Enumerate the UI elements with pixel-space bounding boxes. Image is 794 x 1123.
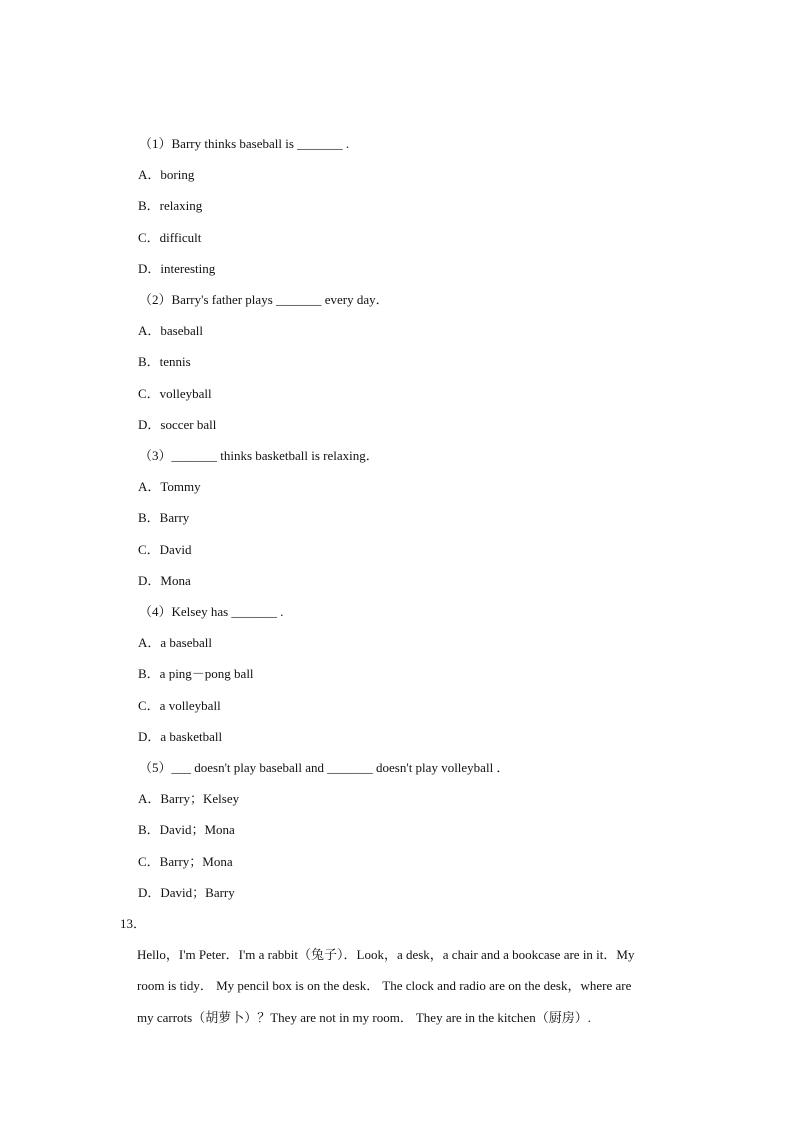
- question-5-option-a: A．Barry；Kelsey: [138, 791, 240, 806]
- question-3-option-a: A．Tommy: [138, 479, 201, 494]
- question-1-stem: （1）Barry thinks baseball is _______ .: [139, 136, 350, 151]
- question-2-stem: （2）Barry's father plays _______ every day．: [139, 292, 389, 307]
- question-5-stem: （5）___ doesn't play baseball and _______ doesn't play volleyball ．: [139, 760, 510, 775]
- question-4-option-b: B．a ping－pong ball: [138, 666, 254, 681]
- question-1-option-d: D．interesting: [138, 261, 216, 276]
- question-3-stem: （3）_______ thinks basketball is relaxing．: [139, 448, 379, 463]
- question-13-number: 13．: [120, 916, 147, 931]
- question-4-stem: （4）Kelsey has _______ .: [139, 604, 284, 619]
- question-5-option-b: B．David；Mona: [138, 822, 235, 837]
- question-1-option-c: C．difficult: [138, 230, 202, 245]
- passage-line-1: Hello，I'm Peter．I'm a rabbit（兔子）．Look，a desk，a chair and a bookcase are in it．My: [137, 947, 635, 962]
- passage-line-2: room is tidy． My pencil box is on the desk． The clock and radio are on the desk，where are: [137, 978, 632, 993]
- question-2-option-d: D．soccer ball: [138, 417, 217, 432]
- question-2-option-b: B．tennis: [138, 354, 191, 369]
- question-5-option-d: D．David；Barry: [138, 885, 235, 900]
- question-2-option-a: A．baseball: [138, 323, 203, 338]
- question-4-option-a: A．a baseball: [138, 635, 213, 650]
- question-2-option-c: C．volleyball: [138, 386, 212, 401]
- question-3-option-b: B．Barry: [138, 510, 190, 525]
- question-3-option-c: C．David: [138, 542, 192, 557]
- question-1-option-a: A．boring: [138, 167, 195, 182]
- passage-line-3: my carrots（胡萝卜）？They are not in my room． They are in the kitchen（厨房）.: [137, 1010, 591, 1025]
- question-4-option-c: C．a volleyball: [138, 698, 221, 713]
- question-3-option-d: D．Mona: [138, 573, 191, 588]
- question-5-option-c: C．Barry；Mona: [138, 854, 233, 869]
- question-4-option-d: D．a basketball: [138, 729, 223, 744]
- question-1-option-b: B．relaxing: [138, 198, 203, 213]
